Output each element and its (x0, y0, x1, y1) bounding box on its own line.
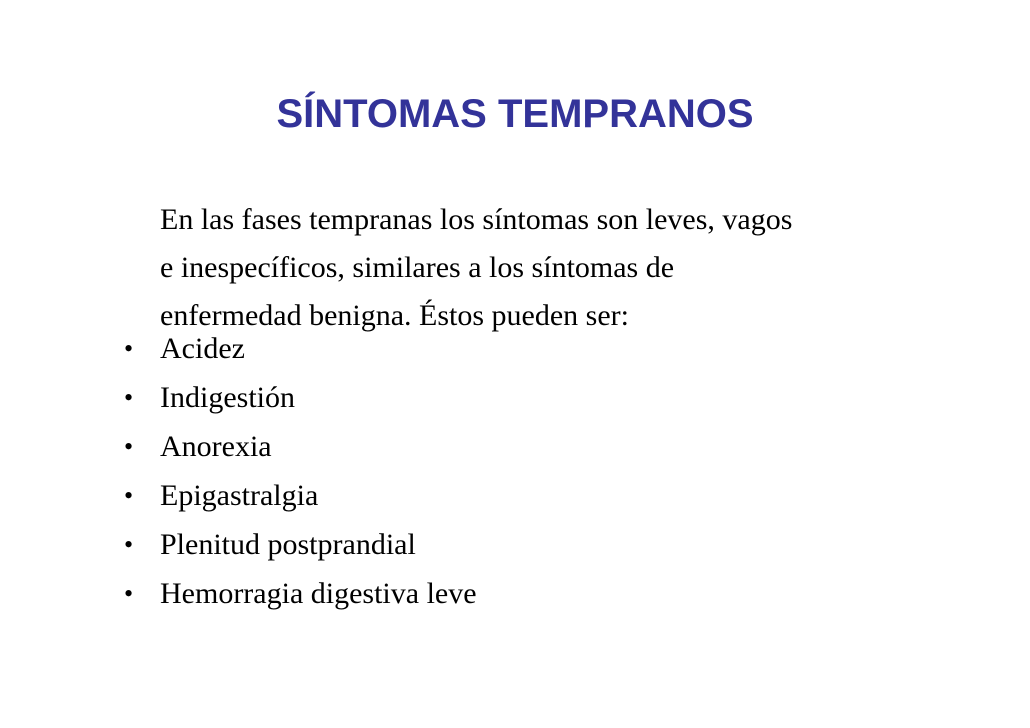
bullet-icon: • (124, 432, 134, 461)
bullet-icon: • (124, 383, 134, 412)
list-item-text: Anorexia (160, 430, 272, 463)
bullet-icon: • (124, 481, 134, 510)
list-item-text: Indigestión (160, 381, 295, 414)
intro-line: e inespecíficos, similares a los síntomas de (160, 251, 675, 284)
bullet-icon: • (124, 530, 134, 559)
list-item-text: Hemorragia digestiva leve (160, 577, 477, 610)
intro-line: enfermedad benigna. Éstos pueden ser: (160, 299, 629, 332)
bullet-icon: • (124, 334, 134, 363)
list-item-text: Acidez (160, 332, 245, 365)
list-item-text: Plenitud postprandial (160, 528, 416, 561)
intro-paragraph (160, 196, 900, 340)
slide-title: SÍNTOMAS TEMPRANOS (276, 92, 754, 136)
intro-line: En las fases tempranas los síntomas son leves, vagos (160, 203, 793, 236)
list-item-text: Epigastralgia (160, 479, 319, 512)
bullet-icon: • (124, 579, 134, 608)
